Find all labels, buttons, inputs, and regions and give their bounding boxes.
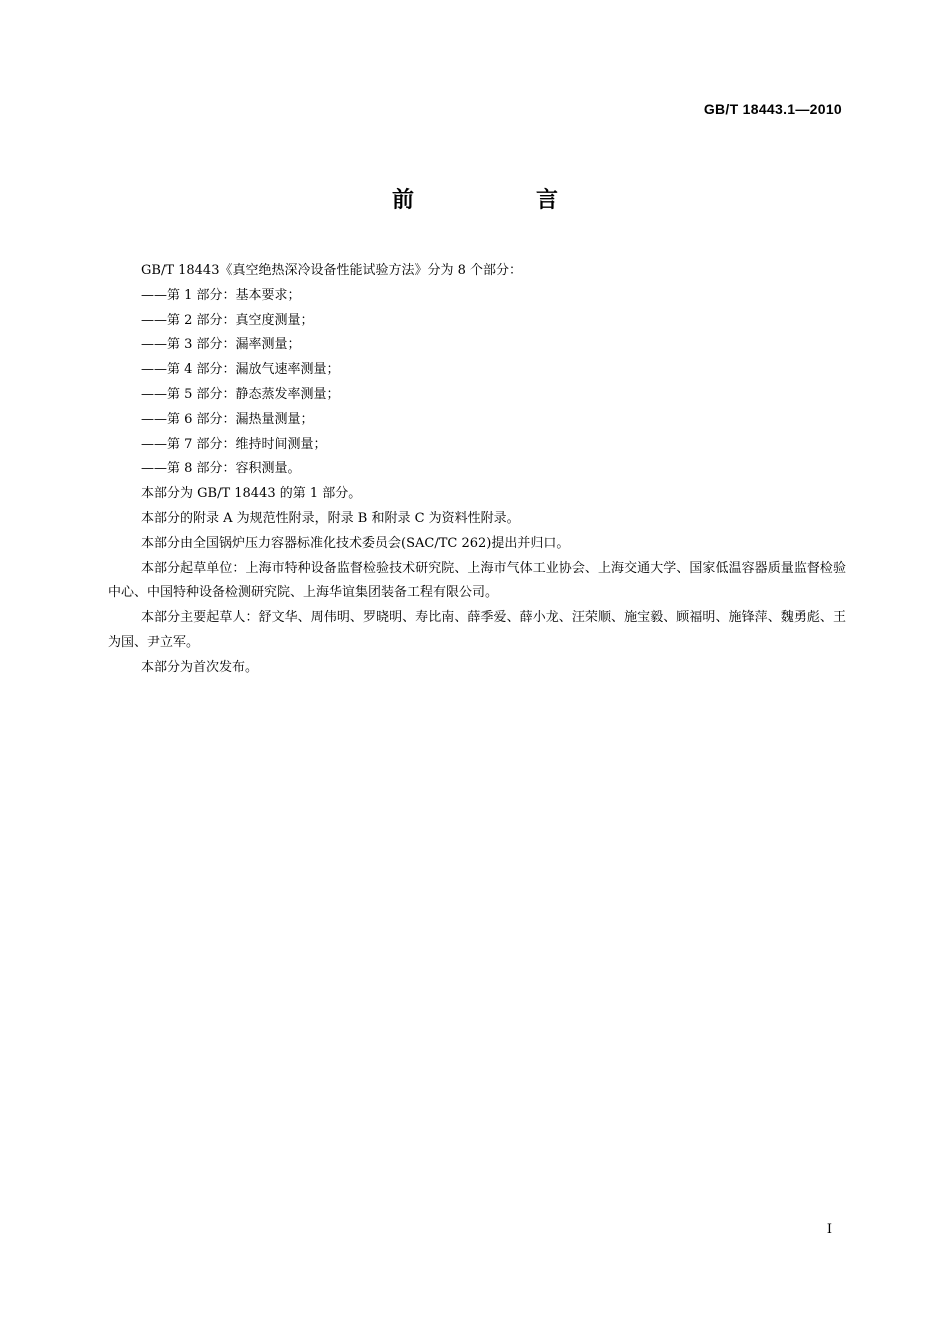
- list-item: ——第 4 部分：漏放气速率测量；: [141, 362, 340, 378]
- list-item: ——第 8 部分：容积测量。: [141, 461, 301, 477]
- page-number: I: [826, 1222, 832, 1237]
- standard-code: GB/T 18443.1—2010: [703, 101, 842, 117]
- list-item: ——第 1 部分：基本要求；: [141, 287, 301, 303]
- list-item: ——第 7 部分：维持时间测量；: [141, 436, 327, 452]
- paragraph-appendix: 本部分的附录 A 为规范性附录，附录 B 和附录 C 为资料性附录。: [141, 510, 520, 526]
- paragraph-drafters: 本部分主要起草人：舒文华、周伟明、罗晓明、寿比南、薛季爱、薛小龙、汪荣顺、施宝毅、顾福明、施锋萍、魏勇彪、王为国、尹立军。: [108, 610, 846, 650]
- paragraph-first-release: 本部分为首次发布。: [141, 659, 259, 675]
- page-title: 前 言: [391, 188, 608, 213]
- list-item: ——第 2 部分：真空度测量；: [141, 312, 314, 328]
- paragraph-proposer: 本部分由全国锅炉压力容器标准化技术委员会(SAC/TC 262)提出并归口。: [141, 535, 570, 551]
- foreword-body: [108, 259, 846, 681]
- paragraph-drafting-units: 本部分起草单位：上海市特种设备监督检验技术研究院、上海市气体工业协会、上海交通大学、国家低温容器质量监督检验中心、中国特种设备检测研究院、上海华谊集团装备工程有限公司。: [108, 560, 846, 601]
- list-item: ——第 5 部分：静态蒸发率测量；: [141, 386, 340, 402]
- paragraph-part-statement: 本部分为 GB/T 18443 的第 1 部分。: [141, 486, 362, 502]
- list-item: ——第 6 部分：漏热量测量；: [141, 411, 314, 427]
- intro-paragraph: GB/T 18443《真空绝热深冷设备性能试验方法》分为 8 个部分：: [141, 263, 523, 278]
- list-item: ——第 3 部分：漏率测量；: [141, 337, 301, 353]
